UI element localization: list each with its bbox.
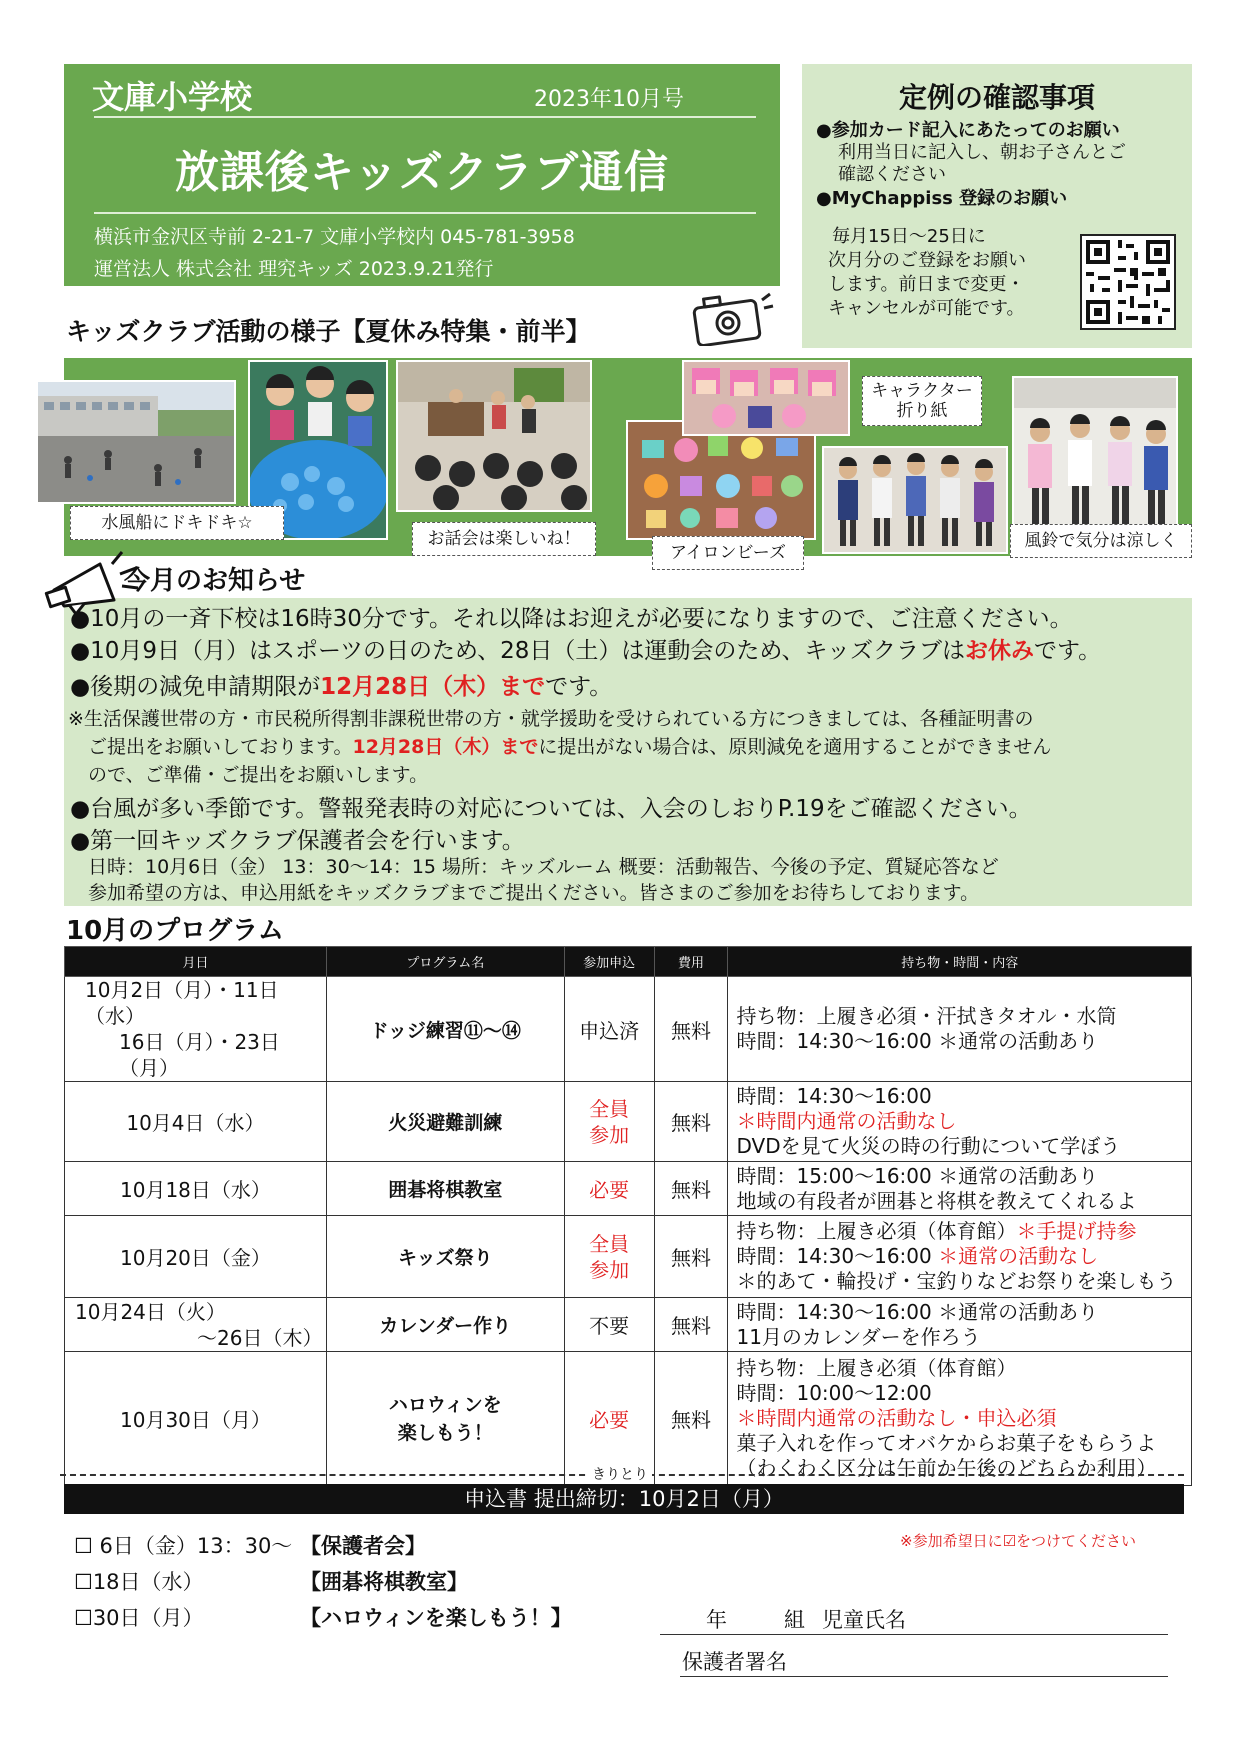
column-header: プログラム名 [326, 947, 564, 977]
date-cell [65, 977, 327, 1082]
notice-text: です。 [545, 674, 613, 700]
detail-text: 時間：14:30～16:00 [736, 1244, 939, 1268]
detail-cell [728, 1082, 1192, 1162]
program-name: 囲碁将棋教室 [326, 1162, 564, 1216]
caption-beads-text: アイロンビーズ [670, 543, 786, 563]
notice-line [88, 732, 1051, 759]
program-name: カレンダー作り [326, 1298, 564, 1352]
program-title: 10月のプログラム [66, 916, 284, 946]
detail-line: 菓子入れを作ってオバケからお菓子をもらうよ [736, 1431, 1157, 1455]
form-header: 申込書 提出締切：10月2日（月） [64, 1484, 1184, 1514]
option-date[interactable]: ☐30日（月） [74, 1606, 204, 1630]
apply-cell [564, 1216, 654, 1298]
caption-origami [862, 376, 982, 426]
apply-line: 参加 [589, 1257, 630, 1282]
detail-text-red: ＊通常の活動なし [938, 1244, 1099, 1268]
photo-iron-beads [626, 420, 816, 540]
caption-story: お話会は楽しいね！ [412, 522, 596, 556]
fee-cell: 無料 [654, 1216, 728, 1298]
detail-line: 持ち物：上履き必須（体育館） [736, 1356, 1017, 1380]
caption-wind-chime: 風鈴で気分は涼しく [1010, 524, 1192, 558]
program-name: ドッジ練習⑪～⑭ [326, 977, 564, 1082]
column-header: 費用 [654, 947, 728, 977]
detail-line: （わくわく区分は午前か午後のどちらか利用） [736, 1456, 1157, 1480]
detail-line: 11月のカレンダーを作ろう [736, 1324, 981, 1349]
column-header: 参加申込 [564, 947, 654, 977]
detail-line: ＊的あて・輪投げ・宝釣りなどお祭りを楽しもう [736, 1269, 1177, 1293]
program-table [64, 946, 1192, 1486]
photo-story-time [396, 360, 592, 512]
apply-cell: 必要 [564, 1352, 654, 1486]
caption-origami-line: 折り紙 [896, 401, 948, 421]
reminder-item-head: ●MyChappiss 登録のお願い [816, 188, 1068, 209]
notice-line: 参加希望の方は、申込用紙をキッズクラブまでご提出ください。皆さまのご参加をお待ちしております。 [88, 882, 980, 904]
notice-line: ●台風が多い季節です。警報発表時の対応については、入会のしおりP.19をご確認ください。 [70, 796, 1032, 822]
apply-cell: 必要 [564, 1162, 654, 1216]
date-cell [65, 1298, 327, 1352]
detail-line: 時間：10:00～12:00 [736, 1381, 932, 1405]
detail-line: 時間：14:30～16:00 [736, 1084, 932, 1108]
detail-line: 時間：15:00～16:00 ＊通常の活動あり [736, 1163, 1099, 1188]
program-name-line: ハロウィンを [388, 1393, 502, 1416]
address: 横浜市金沢区寺前 2-21-7 文庫小学校内 045-781-3958 [94, 226, 575, 248]
notice-line: ※生活保護世帯の方・市民税所得割非課税世帯の方・就学援助を受けられている方につきましては、各種証明書の [68, 708, 1034, 730]
date-line: ～26日（木） [197, 1325, 323, 1350]
school-name: 文庫小学校 [92, 78, 253, 116]
date-cell: 10月18日（水） [65, 1162, 327, 1216]
program-name [326, 1352, 564, 1486]
detail-cell [728, 977, 1192, 1082]
program-name: 火災避難訓練 [326, 1082, 564, 1162]
detail-line [736, 1244, 1191, 1269]
notice-line [70, 668, 612, 701]
reminder-text: 次月分のご登録をお願い [828, 250, 1026, 271]
operator: 運営法人 株式会社 理究キッズ 2023.9.21発行 [94, 258, 494, 280]
option-name: 【ハロウィンを楽しもう！】 [300, 1606, 572, 1630]
newsletter-header [64, 64, 780, 286]
notice-line: ●第一回キッズクラブ保護者会を行います。 [70, 828, 525, 854]
detail-cell [728, 1216, 1192, 1298]
qr-code-icon[interactable] [1080, 234, 1176, 330]
option-name: 【囲碁将棋教室】 [300, 1570, 468, 1594]
guardian-signature-label: 保護者署名 [682, 1650, 787, 1674]
table-header-row [65, 947, 1192, 977]
detail-line-red: ＊時間内通常の活動なし・申込必須 [736, 1406, 1057, 1430]
photo-origami [682, 360, 850, 436]
table-row [65, 1216, 1192, 1298]
fee-cell: 無料 [654, 977, 728, 1082]
reminder-box [802, 64, 1192, 348]
caption-origami-line: キャラクター [871, 381, 973, 401]
notice-line [70, 632, 1101, 665]
photo-schoolyard [36, 380, 236, 504]
reminder-item-head: ●参加カード記入にあたってのお願い [816, 120, 1120, 141]
program-name-line: 楽しもう！ [397, 1421, 493, 1444]
notice-text: ●後期の減免申請期限が [70, 674, 321, 700]
child-name-label: 児童氏名 [822, 1608, 906, 1632]
detail-text-red: ＊手提げ持参 [1016, 1219, 1137, 1243]
detail-cell [728, 1162, 1192, 1216]
apply-cell: 不要 [564, 1298, 654, 1352]
detail-line-red: ＊時間内通常の活動なし [736, 1109, 957, 1133]
reminder-title: 定例の確認事項 [898, 81, 1095, 114]
caption-beads [652, 536, 804, 570]
option-date[interactable]: ☐18日（水） [74, 1570, 204, 1594]
notice-line: ので、ご準備・ご提出をお願いします。 [88, 764, 429, 786]
child-name-field[interactable] [660, 1634, 1168, 1635]
header-divider [94, 116, 756, 118]
fee-cell: 無料 [654, 1352, 728, 1486]
notices-title: 今月のお知らせ [124, 566, 306, 596]
detail-cell [728, 1352, 1192, 1486]
fee-cell: 無料 [654, 1298, 728, 1352]
detail-line: 時間：14:30～16:00 ＊通常の活動あり [736, 1029, 1099, 1053]
grade-label: 年 [706, 1608, 727, 1632]
notice-highlight: 12月28日（木）まで [320, 674, 546, 700]
table-row [65, 1298, 1192, 1352]
photo-kids-group [822, 446, 1008, 554]
notice-text: ご提出をお願いしております。 [88, 736, 353, 758]
detail-cell [728, 1298, 1192, 1352]
date-line: 16日（月）・23日（月） [119, 1030, 280, 1080]
date-cell: 10月30日（月） [65, 1352, 327, 1486]
notice-line: 日時：10月6日（金） 13：30～14：15 場所：キッズルーム 概要：活動報告、今後の予定、質疑応答など [88, 856, 999, 878]
apply-cell: 申込済 [564, 977, 654, 1082]
table-row [65, 1162, 1192, 1216]
notice-highlight: お休み [965, 638, 1035, 664]
notice-text: ●10月9日（月）はスポーツの日のため、28日（土）は運動会のため、キッズクラブは [70, 638, 966, 664]
photo-wind-chime [1012, 376, 1178, 532]
option-name: 【保護者会】 [300, 1534, 426, 1558]
form-note: ※参加希望日に☑をつけてください [900, 1532, 1137, 1550]
detail-line: 時間：14:30～16:00 ＊通常の活動あり [736, 1299, 1099, 1324]
camera-icon [690, 290, 774, 346]
table-row [65, 977, 1192, 1082]
notice-line: ●10月の一斉下校は16時30分です。それ以降はお迎えが必要になりますので、ご注意ください。 [70, 606, 1073, 632]
table-row [65, 1082, 1192, 1162]
program-name: キッズ祭り [326, 1216, 564, 1298]
notice-text: に提出がない場合は、原則減免を適用することができません [538, 736, 1052, 758]
apply-line: 全員 [589, 1096, 630, 1121]
date-cell: 10月20日（金） [65, 1216, 327, 1298]
option-date[interactable]: ☐ 6日（金）13：30～ [74, 1534, 293, 1558]
fee-cell: 無料 [654, 1162, 728, 1216]
column-header: 月日 [65, 947, 327, 977]
apply-line: 参加 [589, 1122, 630, 1147]
detail-line: DVDを見て火災の時の行動について学ぼう [736, 1134, 1121, 1158]
date-cell: 10月4日（水） [65, 1082, 327, 1162]
issue-date: 2023年10月号 [534, 87, 684, 112]
detail-text: 持ち物：上履き必須（体育館） [736, 1219, 1017, 1243]
detail-line: 持ち物：上履き必須・汗拭きタオル・水筒 [736, 1004, 1117, 1028]
reminder-text: 利用当日に記入し、朝お子さんとご [838, 142, 1126, 163]
apply-line: 全員 [589, 1231, 630, 1256]
date-line: 10月24日（火） [75, 1299, 226, 1324]
reminder-text: 毎月15日～25日に [832, 226, 986, 247]
activity-title: キッズクラブ活動の様子【夏休み特集・前半】 [66, 317, 591, 346]
reminder-text: 確認ください [838, 164, 946, 185]
apply-cell [564, 1082, 654, 1162]
cut-label: きりとり [588, 1464, 652, 1484]
notice-text: です。 [1034, 638, 1102, 664]
reminder-text: キャンセルが可能です。 [828, 298, 1025, 319]
caption-water-balloon: 水風船にドキドキ☆ [70, 506, 284, 540]
column-header: 持ち物・時間・内容 [728, 947, 1192, 977]
newsletter-title: 放課後キッズクラブ通信 [174, 147, 670, 198]
header-divider [94, 212, 756, 214]
guardian-signature-field[interactable] [680, 1676, 1168, 1677]
fee-cell: 無料 [654, 1082, 728, 1162]
detail-line: 地域の有段者が囲碁と将棋を教えてくれるよ [736, 1188, 1137, 1213]
notice-highlight: 12月28日（木）まで [352, 736, 539, 758]
detail-line [736, 1219, 1191, 1244]
date-line: 10月2日（月）・11日（水） [85, 978, 279, 1028]
reminder-text: します。前日まで変更・ [828, 274, 1025, 295]
class-label: 組 [784, 1608, 805, 1632]
